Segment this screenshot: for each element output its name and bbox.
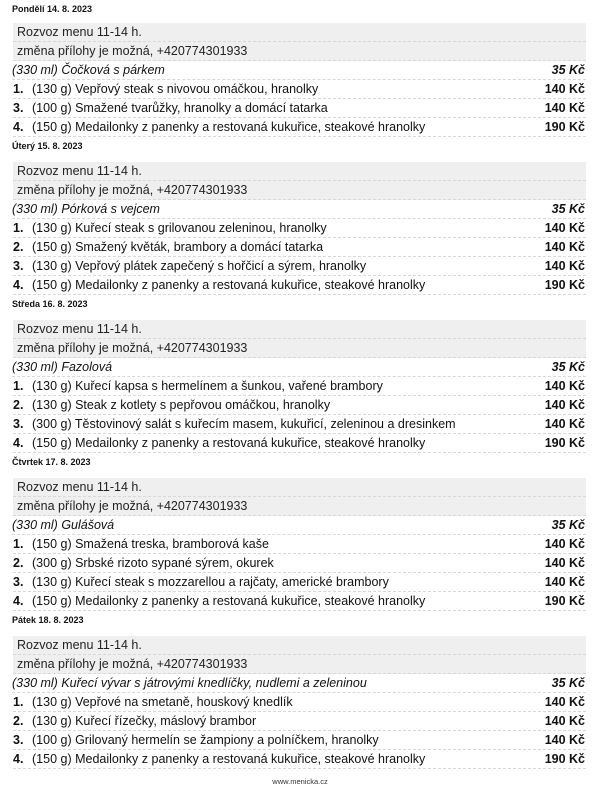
- info-row: [13, 478, 586, 497]
- item-name: (300 g) Srbské rizoto sypané sýrem, okurek: [32, 556, 274, 570]
- item-name: (130 g) Vepřový steak s nivovou omáčkou, hranolky: [32, 82, 319, 96]
- item-price: 140 Kč: [544, 695, 585, 709]
- item-number: 4.: [13, 436, 24, 450]
- info-text: změna přílohy je možná, +420774301933: [17, 657, 248, 671]
- item-number: 1.: [13, 221, 24, 235]
- menu-item: [13, 99, 586, 118]
- soup-price: 35 Kč: [551, 518, 585, 532]
- item-number: 3.: [13, 417, 24, 431]
- info-row: [13, 339, 586, 358]
- item-number: 3.: [13, 575, 24, 589]
- info-row: [13, 162, 586, 181]
- day-section: [13, 137, 586, 295]
- soup-price: 35 Kč: [551, 63, 585, 77]
- menu-item: [13, 276, 586, 295]
- item-number: 3.: [13, 101, 24, 115]
- menu-item: [13, 377, 586, 396]
- item-number: 3.: [13, 259, 24, 273]
- soup-row: [12, 61, 586, 80]
- item-name: (130 g) Vepřové na smetaně, houskový knedlík: [32, 695, 293, 709]
- item-price: 140 Kč: [544, 101, 585, 115]
- info-text: Rozvoz menu 11-14 h.: [17, 322, 142, 336]
- info-text: změna přílohy je možná, +420774301933: [17, 44, 248, 58]
- item-name: (150 g) Medailonky z panenky a restovaná kukuřice, steakové hranolky: [32, 278, 426, 292]
- item-name: (100 g) Smažené tvarůžky, hranolky a domácí tatarka: [32, 101, 328, 115]
- weekly-menu: [13, 0, 586, 769]
- item-price: 190 Kč: [544, 594, 585, 608]
- info-text: změna přílohy je možná, +420774301933: [17, 499, 248, 513]
- footer-site-link[interactable]: www.menicka.cz: [272, 777, 328, 786]
- item-price: 140 Kč: [544, 417, 585, 431]
- item-number: 4.: [13, 594, 24, 608]
- soup-name: (330 ml) Čočková s párkem: [12, 63, 165, 77]
- soup-name: (330 ml) Fazolová: [12, 360, 113, 374]
- menu-item: [13, 573, 586, 592]
- item-number: 1.: [13, 82, 24, 96]
- info-text: změna přílohy je možná, +420774301933: [17, 183, 248, 197]
- info-text: Rozvoz menu 11-14 h.: [17, 638, 142, 652]
- soup-price: 35 Kč: [551, 202, 585, 216]
- item-number: 2.: [13, 556, 24, 570]
- item-price: 140 Kč: [544, 556, 585, 570]
- item-price: 140 Kč: [544, 733, 585, 747]
- info-row: [13, 42, 586, 61]
- info-text: změna přílohy je možná, +420774301933: [17, 341, 248, 355]
- item-name: (130 g) Kuřecí steak s grilovanou zeleninou, hranolky: [32, 221, 327, 235]
- day-section: [13, 611, 586, 769]
- item-name: (150 g) Medailonky z panenky a restovaná kukuřice, steakové hranolky: [32, 120, 426, 134]
- item-name: (130 g) Kuřecí steak s mozzarellou a rajčaty, americké brambory: [32, 575, 389, 589]
- item-number: 1.: [13, 379, 24, 393]
- day-title: Středa 16. 8. 2023: [12, 299, 88, 309]
- item-number: 1.: [13, 537, 24, 551]
- menu-item: [13, 434, 586, 453]
- menu-item: [13, 396, 586, 415]
- item-price: 190 Kč: [544, 436, 585, 450]
- day-title: Pondělí 14. 8. 2023: [12, 4, 93, 14]
- menu-item: [13, 731, 586, 750]
- info-row: [13, 636, 586, 655]
- info-row: [13, 23, 586, 42]
- item-name: (130 g) Kuřecí kapsa s hermelínem a šunkou, vařené brambory: [32, 379, 383, 393]
- info-row: [13, 320, 586, 339]
- item-price: 190 Kč: [544, 120, 585, 134]
- menu-item: [13, 238, 586, 257]
- item-name: (130 g) Kuřecí řízečky, máslový brambor: [32, 714, 257, 728]
- menu-item: [13, 535, 586, 554]
- menu-item: [13, 118, 586, 137]
- item-number: 1.: [13, 695, 24, 709]
- item-name: (150 g) Smažená treska, bramborová kaše: [32, 537, 269, 551]
- menu-item: [13, 415, 586, 434]
- menu-item: [13, 554, 586, 573]
- item-number: 2.: [13, 398, 24, 412]
- info-text: Rozvoz menu 11-14 h.: [17, 164, 142, 178]
- day-title: Pátek 18. 8. 2023: [12, 615, 84, 625]
- day-title: Čtvrtek 17. 8. 2023: [12, 457, 91, 467]
- item-name: (150 g) Medailonky z panenky a restovaná kukuřice, steakové hranolky: [32, 752, 426, 766]
- info-row: [13, 497, 586, 516]
- day-section: [13, 453, 586, 611]
- info-row: [13, 181, 586, 200]
- soup-price: 35 Kč: [551, 360, 585, 374]
- item-number: 4.: [13, 278, 24, 292]
- soup-name: (330 ml) Pórková s vejcem: [12, 202, 160, 216]
- item-price: 190 Kč: [544, 278, 585, 292]
- item-number: 2.: [13, 714, 24, 728]
- soup-row: [12, 358, 586, 377]
- item-price: 140 Kč: [544, 714, 585, 728]
- day-section: [13, 0, 586, 137]
- menu-item: [13, 712, 586, 731]
- menu-item: [13, 219, 586, 238]
- item-name: (130 g) Steak z kotlety s pepřovou omáčkou, hranolky: [32, 398, 331, 412]
- item-number: 4.: [13, 752, 24, 766]
- info-text: Rozvoz menu 11-14 h.: [17, 25, 142, 39]
- day-section: [13, 295, 586, 453]
- soup-name: (330 ml) Kuřecí vývar s játrovými knedlíčky, nudlemi a zeleninou: [12, 676, 367, 690]
- item-price: 140 Kč: [544, 240, 585, 254]
- item-number: 2.: [13, 240, 24, 254]
- item-price: 190 Kč: [544, 752, 585, 766]
- soup-row: [12, 674, 586, 693]
- item-price: 140 Kč: [544, 398, 585, 412]
- menu-item: [13, 257, 586, 276]
- item-price: 140 Kč: [544, 259, 585, 273]
- item-price: 140 Kč: [544, 537, 585, 551]
- item-number: 4.: [13, 120, 24, 134]
- item-name: (300 g) Těstovinový salát s kuřecím masem, kukuřicí, zeleninou a dresinkem: [32, 417, 456, 431]
- soup-row: [12, 516, 586, 535]
- menu-item: [13, 80, 586, 99]
- item-number: 3.: [13, 733, 24, 747]
- menu-item: [13, 592, 586, 611]
- item-name: (150 g) Smažený květák, brambory a domácí tatarka: [32, 240, 324, 254]
- soup-name: (330 ml) Gulášová: [12, 518, 115, 532]
- menu-item: [13, 750, 586, 769]
- menu-item: [13, 693, 586, 712]
- item-name: (100 g) Grilovaný hermelín se žampiony a polníčkem, hranolky: [32, 733, 379, 747]
- item-price: 140 Kč: [544, 82, 585, 96]
- item-price: 140 Kč: [544, 379, 585, 393]
- day-title: Úterý 15. 8. 2023: [12, 141, 83, 151]
- item-name: (150 g) Medailonky z panenky a restovaná kukuřice, steakové hranolky: [32, 594, 426, 608]
- soup-row: [12, 200, 586, 219]
- info-text: Rozvoz menu 11-14 h.: [17, 480, 142, 494]
- item-name: (150 g) Medailonky z panenky a restovaná kukuřice, steakové hranolky: [32, 436, 426, 450]
- item-price: 140 Kč: [544, 575, 585, 589]
- item-name: (130 g) Vepřový plátek zapečený s hořčicí a sýrem, hranolky: [32, 259, 367, 273]
- info-row: [13, 655, 586, 674]
- soup-price: 35 Kč: [551, 676, 585, 690]
- item-price: 140 Kč: [544, 221, 585, 235]
